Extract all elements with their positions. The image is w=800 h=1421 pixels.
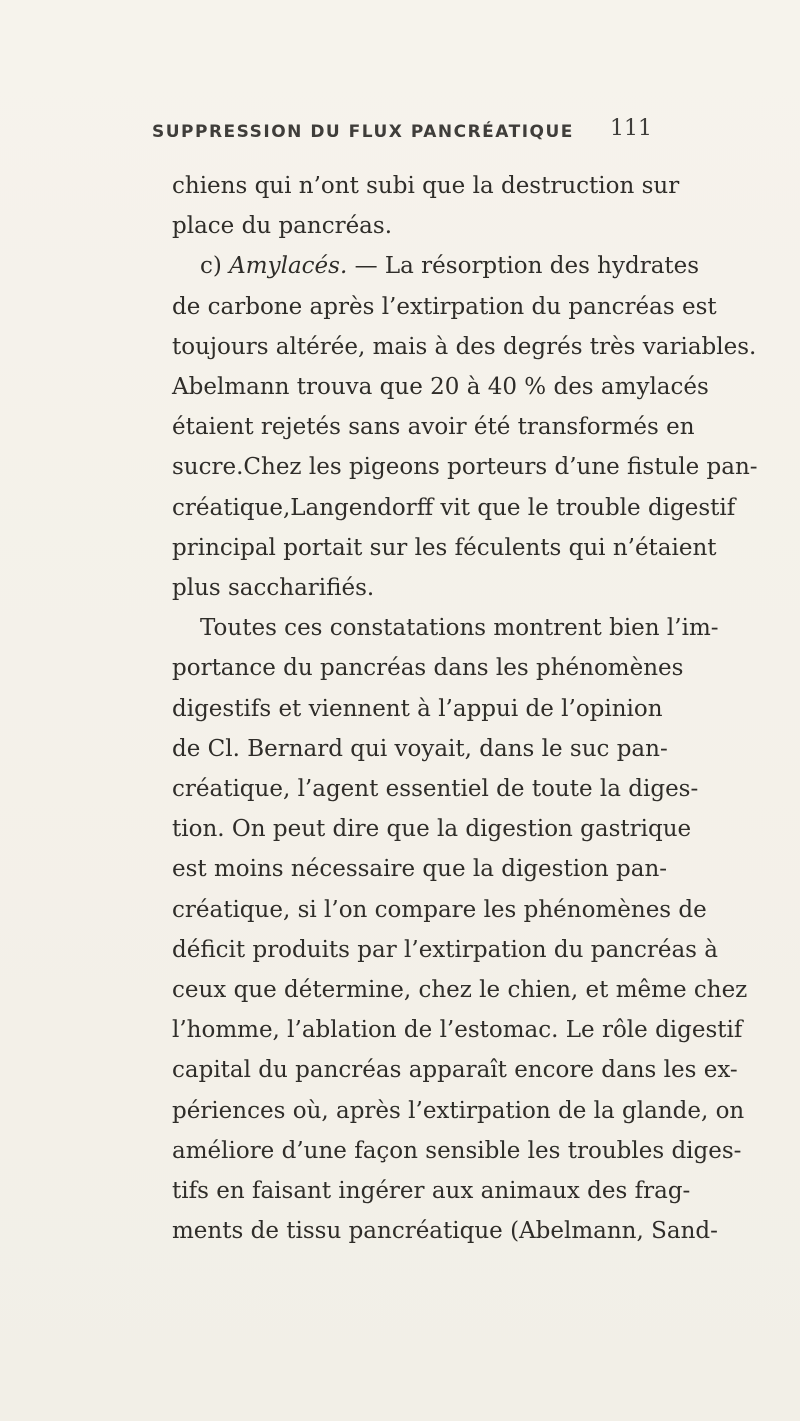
text-line: principal portait sur les féculents qui n’étaient	[172, 534, 717, 561]
text-line: sucre.Chez les pigeons porteurs d’une fistule pan-	[172, 454, 758, 481]
text-line: est moins nécessaire que la digestion pan-	[172, 856, 668, 883]
section-heading-label: Amylacés.	[229, 253, 348, 280]
text-line: portance du pancréas dans les phénomènes	[172, 655, 684, 682]
running-head-title: SUPPRESSION DU FLUX PANCRÉATIQUE	[152, 122, 574, 142]
running-head	[152, 116, 652, 152]
text-line: Abelmann trouva que 20 à 40 % des amylacés	[172, 374, 709, 401]
section-heading-text: c) Amylacés. — La résorption des hydrates	[200, 253, 700, 280]
page-number: 111	[610, 116, 652, 141]
text-line: plus saccharifiés.	[172, 575, 375, 602]
body-text	[172, 166, 758, 1251]
text-line: créatique, l’agent essentiel de toute la diges-	[172, 776, 699, 803]
text-line: ments de tissu pancréatique (Abelmann, Sand-	[172, 1218, 718, 1245]
text-line: toujours altérée, mais à des degrés très variables.	[172, 333, 757, 360]
text-line: étaient rejetés sans avoir été transformés en	[172, 414, 695, 441]
text-line: déficit produits par l’extirpation du pancréas à	[172, 936, 718, 963]
text-line: de Cl. Bernard qui voyait, dans le suc pan-	[172, 735, 668, 762]
text-line: ceux que détermine, chez le chien, et même chez	[172, 977, 748, 1004]
text-line: tifs en faisant ingérer aux animaux des frag-	[172, 1178, 691, 1205]
paragraph-start-line: Toutes ces constatations montrent bien l’im-	[200, 615, 719, 642]
text-line: améliore d’une façon sensible les troubles diges-	[172, 1137, 742, 1164]
text-line: créatique,Langendorff vit que le trouble digestif	[172, 494, 736, 521]
section-heading-line	[172, 246, 700, 286]
text-line: chiens qui n’ont subi que la destruction sur	[172, 173, 680, 199]
text-line: tion. On peut dire que la digestion gastrique	[172, 816, 692, 843]
text-line: digestifs et viennent à l’appui de l’opinion	[172, 695, 663, 722]
text-line: capital du pancréas apparaît encore dans les ex-	[172, 1057, 738, 1084]
text-line: de carbone après l’extirpation du pancréas est	[172, 293, 717, 320]
text-line: place du pancréas.	[172, 213, 393, 240]
text-line: créatique, si l’on compare les phénomènes de	[172, 896, 707, 923]
text-line: l’homme, l’ablation de l’estomac. Le rôle digestif	[172, 1017, 743, 1044]
text-line: périences où, après l’extirpation de la glande, on	[172, 1097, 745, 1124]
